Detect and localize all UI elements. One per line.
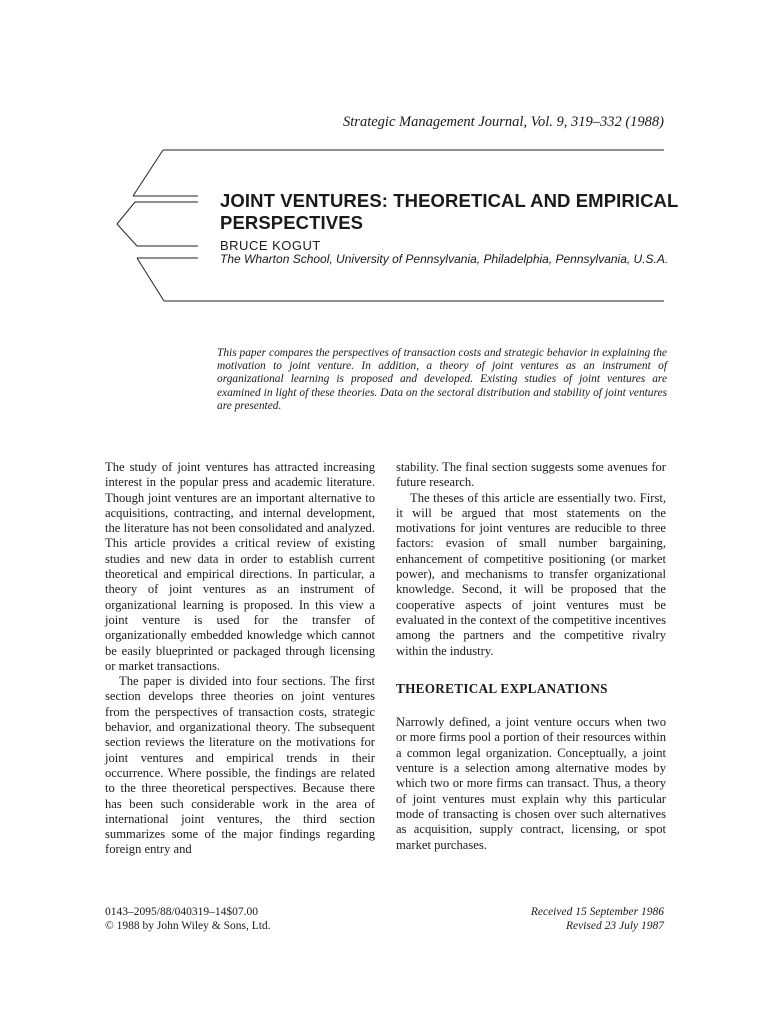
article-code: 0143–2095/88/040319–14$07.00 <box>105 906 259 918</box>
intro-paragraph-4: The theses of this article are essentially two. First, it will be argued that most statements on the motivations for joint ventures are reducible to three factors: evasion of small number bargaining, enhancement of competitive positioning (or market power), and mechanisms to transfer organizational knowledge. Second, it will be proposed that the cooperative aspects of joint ventures must be evaluated in the context of the competitive incentives among the partners and the competitive rivalry within the industry. <box>396 490 666 658</box>
abstract: This paper compares the perspectives of transaction costs and strategic behavior in explaining the motivation to joint venture. In addition, a theory of joint ventures as an instrument of organizational learning is proposed and developed. Existing studies of joint ventures are examined in light of these theories. Data on the sectoral distribution and stability of joint ventures are presented. <box>217 347 667 412</box>
intro-paragraph-3: stability. The final section suggests some avenues for future research. <box>396 460 666 490</box>
section-paragraph: Narrowly defined, a joint venture occurs when two or more firms pool a portion of their resources within a common legal organization. Conceptually, a joint venture is a selection among alternative modes by which two or more firms can transact. Thus, a theory of joint ventures must explain why this particular mode of transacting is chosen over such alternatives as acquisition, supply contract, licensing, or spot market purchases. <box>396 715 666 852</box>
right-column <box>396 460 666 853</box>
footer-left <box>105 905 271 933</box>
article-title: JOINT VENTURES: THEORETICAL AND EMPIRICAL PERSPECTIVES <box>220 190 679 233</box>
journal-citation: Strategic Management Journal, Vol. 9, 319–332 (1988) <box>343 114 664 130</box>
title-frame-ornament <box>0 0 768 320</box>
received-date: Received 15 September 1986 <box>530 906 664 918</box>
revised-date: Revised 23 July 1987 <box>565 920 664 932</box>
footer-right <box>531 905 664 933</box>
left-column <box>105 460 375 858</box>
section-heading: THEORETICAL EXPLANATIONS <box>396 680 608 696</box>
intro-paragraph-2: The paper is divided into four sections. The first section develops three theories on joint ventures from the perspectives of transaction costs, strategic behavior, and organizational theory. The subsequent section reviews the literature on the motivations for joint ventures and empirical trends in their occurrence. Where possible, the findings are related to the three theoretical perspectives. Because there has been such considerable work in the area of international joint ventures, the third section summarizes some of the major findings regarding foreign entry and <box>105 674 375 857</box>
intro-paragraph-1: The study of joint ventures has attracted increasing interest in the popular press and academic literature. Though joint ventures are an important alternative to acquisitions, contracting, and internal development, the literature has not been consolidated and analyzed. This article provides a critical review of existing studies and new data in order to establish current theoretical and empirical directions. In particular, a theory of joint ventures as an instrument of organizational learning is proposed. In this view a joint venture is used for the transfer of organizationally embedded knowledge which cannot be easily blueprinted or packaged through licensing or market transactions. <box>105 460 375 673</box>
copyright-line: © 1988 by John Wiley & Sons, Ltd. <box>105 920 271 932</box>
author-name: BRUCE KOGUT <box>220 238 321 253</box>
author-affiliation: The Wharton School, University of Pennsylvania, Philadelphia, Pennsylvania, U.S.A. <box>220 252 669 266</box>
